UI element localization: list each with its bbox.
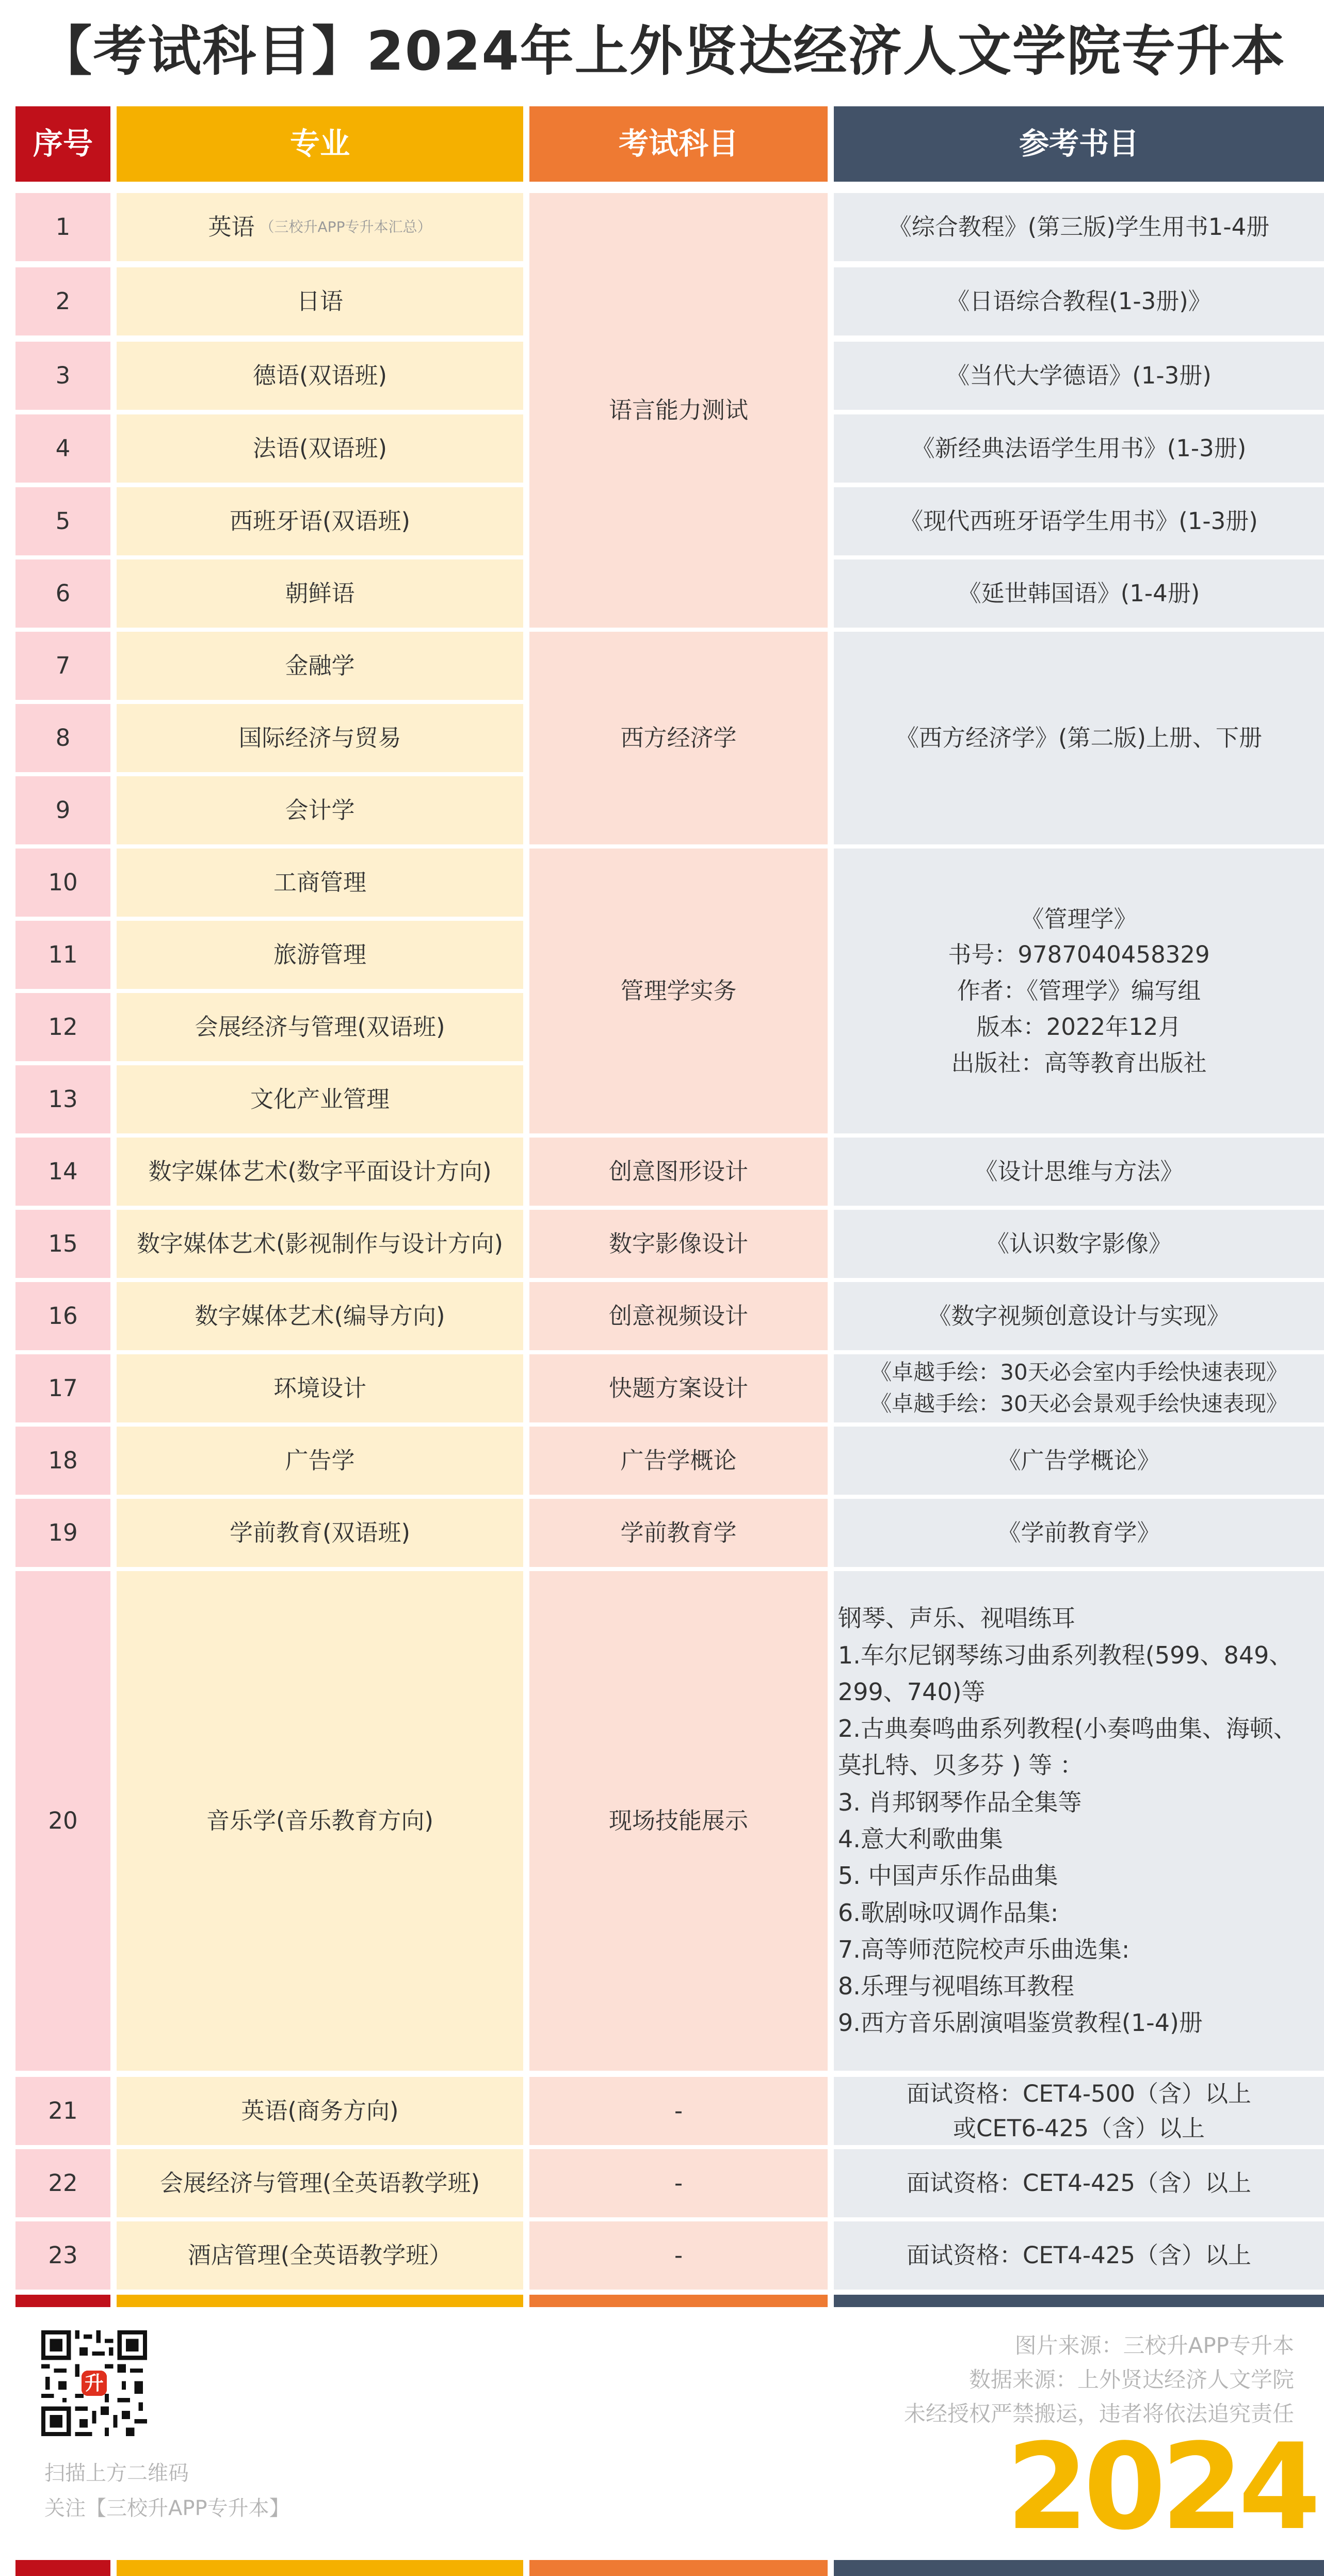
footer-scan-text: 扫描上方二维码 [44,2461,189,2485]
row-no: 21 [15,2077,110,2145]
row-major: 英语(商务方向) [117,2077,523,2145]
book-line: 299、740)等 [838,1677,986,1706]
book-cell: 《延世韩国语》(1-4册) [834,559,1324,628]
row-major: 德语(双语班) [117,342,523,410]
subject-cell: 数字影像设计 [529,1210,828,1278]
row-no: 10 [15,849,110,917]
book-line: 《管理学》 [1021,905,1137,933]
row-major: 文化产业管理 [117,1065,523,1133]
subject-cell: - [529,2077,828,2145]
footer-image-source: 图片来源：三校升APP专升本 [1014,2333,1294,2358]
book-cell: 《日语综合教程(1-3册)》 [834,267,1324,335]
row-major: 酒店管理(全英语教学班） [117,2221,523,2290]
row-major: 国际经济与贸易 [117,704,523,772]
row-major: 金融学 [117,632,523,700]
row-major: 会展经济与管理(全英语教学班) [117,2149,523,2217]
row-no: 9 [15,776,110,844]
row-no: 19 [15,1499,110,1567]
row-no: 2 [15,267,110,335]
row-major: 广告学 [117,1427,523,1495]
row-major: 法语(双语班) [117,414,523,483]
book-cell: 《设计思维与方法》 [834,1138,1324,1206]
book-cell: 《综合教程》(第三版)学生用书1-4册 [834,193,1324,261]
book-line: 版本：2022年12月 [976,1013,1182,1041]
header-major: 专业 [117,106,523,182]
subject-cell: 语言能力测试 [529,193,828,628]
row-no: 16 [15,1282,110,1350]
book-cell-music [834,1571,1324,2071]
divider-bar-orange [529,2295,828,2307]
book-cell [834,1354,1324,1422]
book-cell: 《数字视频创意设计与实现》 [834,1282,1324,1350]
row-no: 22 [15,2149,110,2217]
row-no: 4 [15,414,110,483]
row-major: 日语 [117,267,523,335]
page-title: 【考试科目】2024年上外贤达经济人文学院专升本 [38,20,1286,83]
book-cell: 《新经典法语学生用书》(1-3册) [834,414,1324,483]
book-cell: 《认识数字影像》 [834,1210,1324,1278]
book-line: 9.西方音乐剧演唱鉴赏教程(1-4)册 [838,2009,1203,2037]
row-no: 13 [15,1065,110,1133]
row-major: 会展经济与管理(双语班) [117,993,523,1061]
subject-cell: 学前教育学 [529,1499,828,1567]
book-cell: 面试资格：CET4-425（含）以上 [834,2149,1324,2217]
subject-cell: 广告学概论 [529,1427,828,1495]
row-no: 8 [15,704,110,772]
header-no: 序号 [15,106,110,182]
book-line: 3. 肖邦钢琴作品全集等 [838,1788,1082,1816]
book-line: 出版社：高等教育出版社 [951,1049,1207,1077]
subject-cell: 现场技能展示 [529,1571,828,2071]
row-major: 音乐学(音乐教育方向) [117,1571,523,2071]
book-line: 1.车尔尼钢琴练习曲系列教程(599、849、 [838,1641,1293,1669]
row-major: 工商管理 [117,849,523,917]
subject-cell: 快题方案设计 [529,1354,828,1422]
book-cell: 《学前教育学》 [834,1499,1324,1567]
book-line: 《卓越手绘：30天必会室内手绘快速表现》 [870,1359,1288,1385]
row-major: 环境设计 [117,1354,523,1422]
qr-code-icon[interactable] [41,2330,147,2436]
row-no: 3 [15,342,110,410]
footer-copyright: 未经授权严禁搬运，违者将依法追究责任 [903,2401,1294,2426]
header-book: 参考书目 [834,106,1324,182]
subject-cell: 创意视频设计 [529,1282,828,1350]
row-major: 旅游管理 [117,921,523,989]
bottom-bar-red [15,2560,110,2576]
book-line: 钢琴、声乐、视唱练耳 [838,1604,1075,1633]
book-line: 面试资格：CET4-500（含）以上 [906,2079,1252,2107]
book-line: 书号：9787040458329 [948,941,1210,969]
subject-cell: 管理学实务 [529,849,828,1133]
footer-follow-text: 关注【三校升APP专升本】 [44,2497,290,2520]
row-no: 15 [15,1210,110,1278]
book-line: 莫扎特、贝多芬 ) 等 ： [838,1751,1084,1780]
bottom-bar-slate [834,2560,1324,2576]
book-line: 2.古典奏鸣曲系列教程(小奏鸣曲集、海顿、 [838,1715,1297,1743]
bottom-bar-orange [529,2560,828,2576]
row-major: 西班牙语(双语班) [117,487,523,555]
book-cell-management [834,849,1324,1133]
row-major: 学前教育(双语班) [117,1499,523,1567]
divider-bar-yellow [117,2295,523,2307]
book-cell [834,2077,1324,2145]
row-major: 数字媒体艺术(编导方向) [117,1282,523,1350]
year-mark: 2024 [1006,2419,1316,2556]
svg-text:升: 升 [85,2372,104,2394]
major-label: 英语 [208,213,255,241]
book-line: 或CET6-425（含）以上 [952,2115,1205,2142]
book-line: 8.乐理与视唱练耳教程 [838,1972,1074,2001]
row-no: 1 [15,193,110,261]
book-cell: 《广告学概论》 [834,1427,1324,1495]
subject-cell: - [529,2149,828,2217]
row-no: 17 [15,1354,110,1422]
row-no: 5 [15,487,110,555]
subject-cell: - [529,2221,828,2290]
row-no: 23 [15,2221,110,2290]
row-no: 14 [15,1138,110,1206]
row-no: 7 [15,632,110,700]
book-cell: 《现代西班牙语学生用书》(1-3册) [834,487,1324,555]
row-major: 数字媒体艺术(影视制作与设计方向) [117,1210,523,1278]
row-no: 18 [15,1427,110,1495]
row-major: 朝鲜语 [117,559,523,628]
book-cell: 面试资格：CET4-425（含）以上 [834,2221,1324,2290]
row-no: 12 [15,993,110,1061]
row-no: 6 [15,559,110,628]
book-line: 《卓越手绘：30天必会景观手绘快速表现》 [870,1391,1288,1416]
row-no: 11 [15,921,110,989]
row-major: 数字媒体艺术(数字平面设计方向) [117,1138,523,1206]
book-line: 6.歌剧咏叹调作品集: [838,1898,1059,1927]
subject-cell: 西方经济学 [529,632,828,844]
book-line: 作者：《管理学》编写组 [957,977,1201,1005]
subject-cell: 创意图形设计 [529,1138,828,1206]
major-note: （三校升APP专升本汇总） [260,218,432,236]
row-no: 20 [15,1571,110,2071]
book-line: 5. 中国声乐作品曲集 [838,1862,1058,1890]
book-line: 7.高等师范院校声乐曲选集: [838,1935,1130,1963]
footer-data-source: 数据来源：上外贤达经济人文学院 [968,2367,1294,2392]
book-cell: 《西方经济学》(第二版)上册、下册 [834,632,1324,844]
header-subject: 考试科目 [529,106,828,182]
divider-bar-slate [834,2295,1324,2307]
row-major: 会计学 [117,776,523,844]
bottom-bar-yellow [117,2560,523,2576]
book-line: 4.意大利歌曲集 [838,1825,1003,1853]
row-major [117,193,523,261]
book-cell: 《当代大学德语》(1-3册) [834,342,1324,410]
divider-bar-red [15,2295,110,2307]
